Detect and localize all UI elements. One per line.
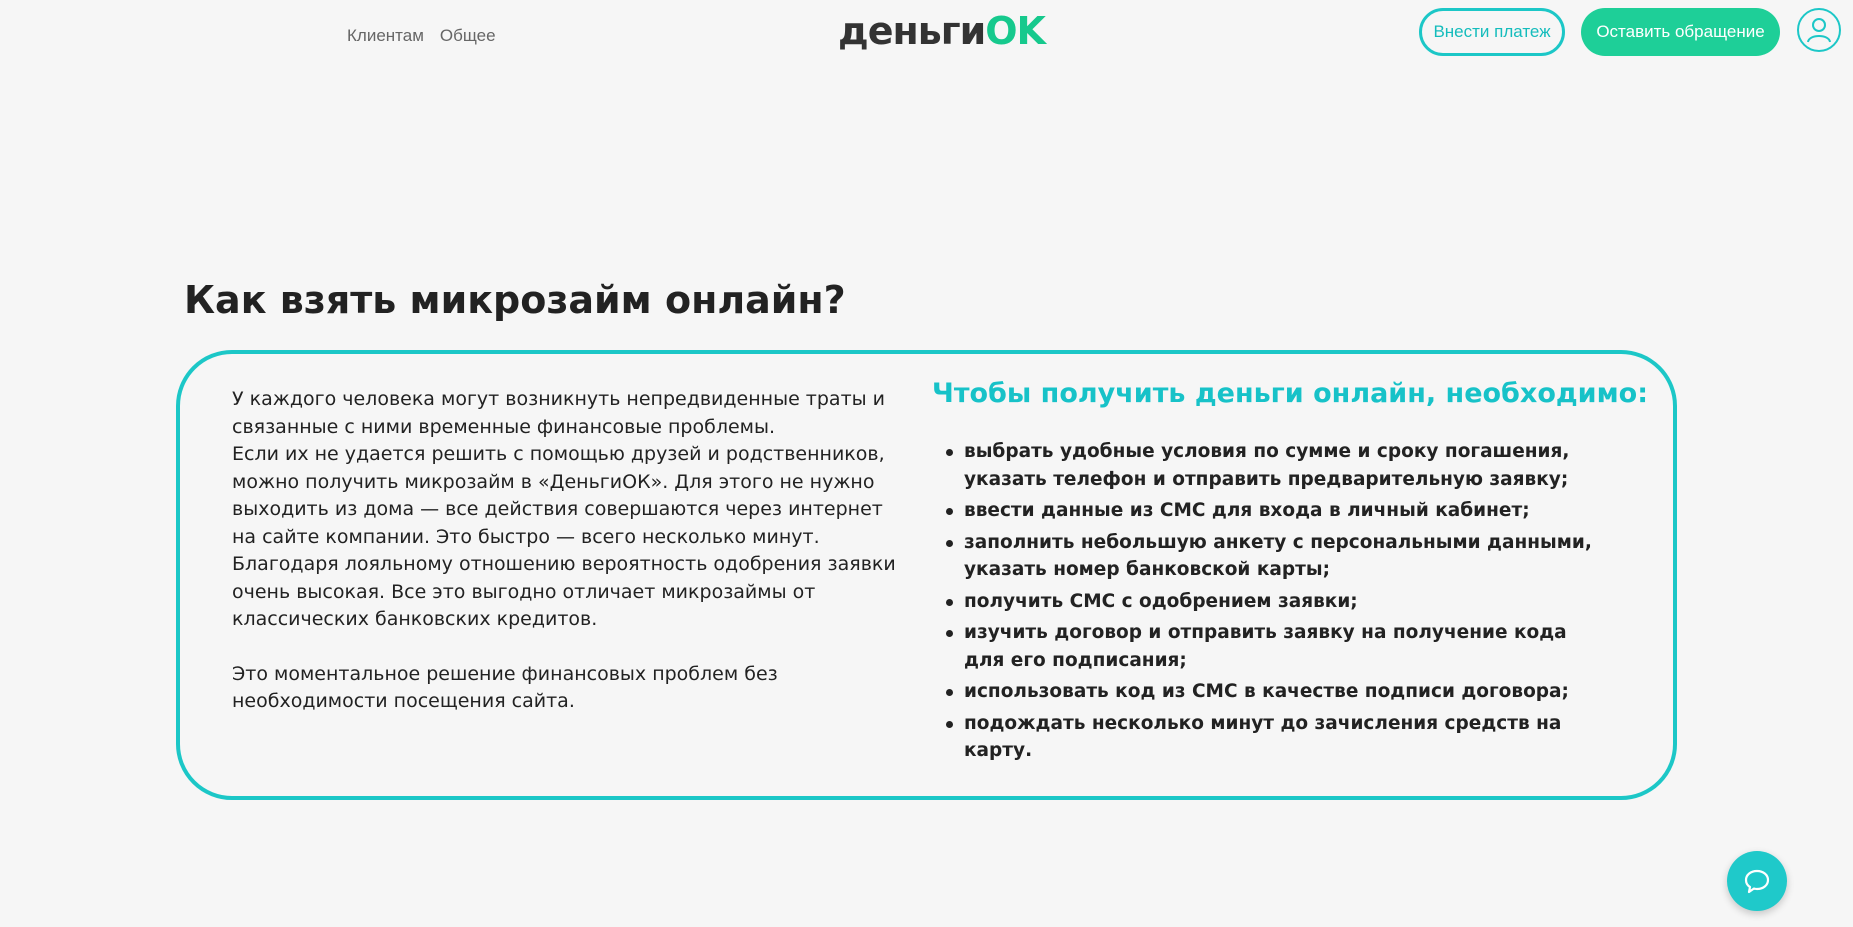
list-item: получить СМС с одобрением заявки;	[946, 588, 1596, 616]
user-icon	[1805, 16, 1833, 44]
paragraph-1: У каждого человека могут возникнуть непредвиденные траты и связанные с ними временные финансовые проблемы.	[232, 388, 886, 438]
nav-link-general[interactable]: Общее	[439, 26, 496, 45]
top-nav	[347, 26, 496, 46]
chat-button[interactable]	[1727, 851, 1787, 911]
list-item: изучить договор и отправить заявку на получение кода для его подписания;	[946, 619, 1596, 674]
paragraph-3: Это моментальное решение финансовых проблем без необходимости посещения сайта.	[232, 662, 778, 712]
list-item: использовать код из СМС в качестве подписи договора;	[946, 678, 1596, 706]
logo-text: деньги	[838, 9, 986, 53]
appeal-button[interactable]: Оставить обращение	[1581, 8, 1780, 56]
paragraph-2: Если их не удается решить с помощью друзей и родственников, можно получить микрозайм в «ДеньгиОК». Для этого не нужно выходить из дома — все действия совершаются через интернет на сайте компании. Это быстро — всего несколько минут. Благодаря лояльному отношению вероятность одобрения заявки очень высокая. Все это выгодно отличает микрозаймы от классических банковских кредитов.	[232, 443, 896, 630]
list-item: подождать несколько минут до зачисления средств на карту.	[946, 710, 1596, 765]
nav-link-clients[interactable]: Клиентам	[347, 26, 424, 45]
chat-icon	[1743, 867, 1771, 895]
description-text	[232, 386, 912, 716]
steps-list	[946, 438, 1596, 769]
page-title: Как взять микрозайм онлайн?	[184, 278, 846, 322]
logo-ok: OK	[985, 9, 1045, 53]
list-item: выбрать удобные условия по сумме и сроку погашения, указать телефон и отправить предварительную заявку;	[946, 438, 1596, 493]
header	[0, 0, 1853, 70]
pay-button[interactable]: Внести платеж	[1419, 8, 1565, 56]
list-item: ввести данные из СМС для входа в личный кабинет;	[946, 497, 1596, 525]
user-account-button[interactable]	[1797, 8, 1841, 52]
list-item: заполнить небольшую анкету с персональными данными, указать номер банковской карты;	[946, 529, 1596, 584]
logo[interactable]	[838, 10, 1045, 52]
steps-title: Чтобы получить деньги онлайн, необходимо:	[932, 378, 1649, 409]
